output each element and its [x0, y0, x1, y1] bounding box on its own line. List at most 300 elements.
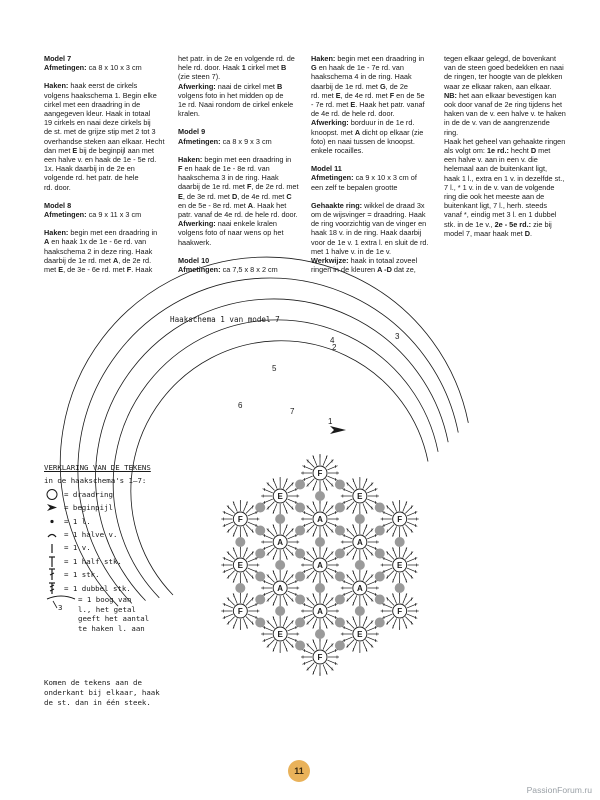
text: A [354, 127, 361, 137]
join-dot [315, 537, 325, 547]
motif-letter: A [277, 538, 284, 548]
text: . [530, 228, 533, 238]
stitch [382, 614, 392, 618]
text: een halve v. aan in een v. die [444, 155, 538, 165]
legend-text: = 1 v. [64, 543, 91, 553]
text: , de 2e rd. [118, 255, 152, 265]
text: de 4e rd. de hele rd. door. [311, 109, 395, 119]
text: daarbij de 1e rd. met [178, 182, 247, 192]
text: D [530, 146, 537, 156]
text: G [379, 81, 386, 91]
join-dot [295, 526, 305, 536]
stitch [327, 466, 337, 470]
join-dot [335, 617, 345, 627]
text: . Haak het patr. vanaf [355, 100, 425, 110]
join-dot [375, 503, 385, 513]
join-dot [255, 549, 265, 559]
legend-text: = 1 stk. [64, 570, 100, 580]
stitch [327, 476, 337, 480]
stitch [302, 558, 312, 562]
text: de ring voorzichtig van de vinger en [311, 219, 427, 229]
stitch [342, 545, 352, 549]
stitch [367, 581, 377, 585]
text: 7 l., * 1 v. in de v. van de volgende [444, 182, 555, 192]
legend-item [44, 582, 172, 595]
text: volgens haakschema 1. Begin elke [44, 90, 157, 100]
diagram-title: Haakschema 1 van model 7 [170, 315, 280, 324]
text: buitenkant ligt, 7 l., herh. steeds [444, 201, 548, 211]
stitch [223, 568, 233, 572]
stitch [288, 535, 298, 539]
stitch [302, 650, 312, 654]
text: 1 [241, 63, 246, 73]
legend-item [44, 528, 172, 541]
stitch [302, 614, 312, 618]
stitch [263, 627, 273, 631]
motif-letter: F [237, 607, 243, 616]
text: , de 2e rd. met [251, 182, 299, 192]
stitch [367, 489, 377, 493]
stitch [407, 522, 417, 526]
join-dot [255, 526, 265, 536]
stitch [248, 568, 258, 572]
stitch [302, 660, 312, 664]
text: begin met een draadring in [335, 54, 425, 63]
label: Afwerking: [311, 118, 349, 128]
stitch [288, 637, 298, 641]
text: hecht [508, 146, 531, 156]
text: F [178, 164, 183, 174]
motif-letter: F [317, 469, 323, 479]
stitch [367, 637, 377, 641]
join-dot [295, 594, 305, 604]
join-dot [315, 583, 325, 593]
text: het aan elkaar bevestigen kan [456, 90, 557, 100]
text: zie bij [531, 219, 552, 229]
text: . Haak het [253, 200, 287, 210]
join-dot [295, 640, 305, 650]
legend-heading: VERKLARING VAN DE TEKENS [44, 463, 151, 472]
stitch [263, 545, 273, 549]
stitch [367, 545, 377, 549]
stitch [302, 476, 312, 480]
text: haak 18 v. in de ring. Haak daarbij [311, 228, 422, 238]
text: dicht op elkaar (zie [360, 127, 424, 137]
text: B [281, 63, 287, 73]
text: de ringen, ter hoogte van de plekken [444, 72, 563, 82]
text: vanaf *, eindig met 3 l. en 1 dubbel [444, 210, 557, 220]
stitch [342, 489, 352, 493]
text: overhandse steken aan elkaar. Hecht [44, 136, 165, 146]
stitch [382, 558, 392, 562]
stitch [248, 512, 258, 516]
legend-text: geeft het aantal [78, 614, 150, 624]
arc-icon [44, 595, 78, 615]
join-dot [335, 503, 345, 513]
join-dot [275, 560, 285, 570]
stitch [263, 499, 273, 503]
text: de st. met de grijze stip met 2 tot 3 [44, 127, 156, 137]
text: en de 5e [394, 90, 425, 100]
stitch [302, 522, 312, 526]
motif-letter: F [237, 515, 243, 525]
legend-item [44, 568, 172, 581]
text: hele rd. door. Haak [178, 63, 242, 73]
text: volgens foto of naar wens op het [178, 228, 284, 238]
slip-stitch-icon [44, 528, 64, 541]
stitch [342, 499, 352, 503]
stitch [302, 568, 312, 572]
stitch [367, 535, 377, 539]
join-dot [315, 491, 325, 501]
text: C [286, 191, 292, 201]
legend-note [44, 678, 176, 709]
join-dot [375, 594, 385, 604]
text: rd. met [311, 90, 336, 100]
motif-letter: E [397, 560, 403, 570]
text: F [246, 182, 252, 192]
text: E [58, 265, 64, 275]
join-dot [355, 560, 365, 570]
stitch [327, 660, 337, 664]
text: ook door vanaf de 2e ring tijdens het [444, 100, 563, 110]
label: Haken: [44, 228, 69, 238]
text: B [276, 81, 283, 91]
join-dot [255, 617, 265, 627]
stitch [367, 591, 377, 595]
join-dot [355, 514, 365, 524]
stitch [248, 558, 258, 562]
label: NB: [444, 90, 457, 100]
stitch [263, 581, 273, 585]
arrow-icon [44, 501, 64, 514]
stitch [223, 558, 233, 562]
text: bij de beginpijl aan met [77, 145, 154, 155]
model-8-title: Model 8 [44, 200, 72, 210]
stitch [342, 637, 352, 641]
text: knoopst. met [311, 127, 355, 137]
value: ca 7,5 x 8 x 2 cm [220, 265, 278, 275]
text: rd. door. [44, 182, 71, 192]
legend-text: = 1 halve v. [64, 530, 118, 540]
motif-letter: E [277, 629, 283, 639]
legend-text: = 1 l. [64, 516, 91, 526]
label: Afwerking: [178, 219, 216, 229]
text: haak eerst de cirkels [68, 81, 138, 91]
text: stk. in de 1e v., [444, 219, 495, 229]
label: Haken: [311, 54, 336, 63]
text: om de wijsvinger = draadring. Haak [311, 210, 426, 220]
text: 1e rd.: [487, 146, 509, 156]
stitch [302, 604, 312, 608]
single-crochet-icon [44, 542, 64, 555]
stitch [302, 466, 312, 470]
text: A [112, 255, 119, 265]
text: een halve v. en haak de 1e - 5e rd. [44, 155, 157, 165]
label: Afmetingen: [44, 63, 87, 73]
text: als volgt om: [444, 146, 487, 156]
join-dot [295, 503, 305, 513]
text: E [178, 191, 183, 201]
text: Haak het geheel van gehaakte ringen [444, 136, 566, 146]
stitch [263, 591, 273, 595]
stitch [407, 558, 417, 562]
motif-letter: A [356, 538, 363, 547]
legend-item [44, 515, 172, 528]
join-dot [335, 549, 345, 559]
text: het patr. in de 2e en volgende rd. de [178, 54, 295, 63]
stitch [288, 499, 298, 503]
model-11-title: Model 11 [311, 164, 342, 174]
text: met [44, 265, 59, 275]
round-label: 1 [328, 417, 333, 426]
legend-item [44, 488, 172, 501]
text: A -D [377, 265, 392, 275]
join-dot [335, 640, 345, 650]
text: in de de v. van de aangrenzende [444, 118, 550, 128]
text: A [44, 237, 50, 247]
stitch [288, 545, 298, 549]
text: patr. vanaf de 4e rd. de hele rd. door. [178, 210, 298, 220]
stitch [382, 568, 392, 572]
text: volgens foto in het midden op de [178, 90, 284, 100]
motif-letter: F [397, 606, 403, 616]
label: Afwerking: [178, 81, 216, 91]
legend-text: = 1 boog van [78, 595, 132, 605]
join-dot [235, 537, 245, 547]
join-dot [295, 617, 305, 627]
begin-arrow-icon [330, 426, 346, 434]
half-double-icon [44, 555, 64, 568]
model-7-title: Model 7 [44, 54, 72, 63]
stitch [367, 627, 377, 631]
text: en de 5e - 8e rd. met [178, 200, 248, 210]
text: E [72, 145, 78, 155]
label: Gehaakte ring: [311, 200, 363, 210]
text: naai enkele kralen [215, 219, 277, 229]
arc-number: 3 [58, 603, 63, 613]
text: waar ze elkaar raken, aan elkaar. [444, 81, 552, 91]
stitch [407, 512, 417, 516]
round-label: 5 [272, 364, 277, 373]
value: ca 8 x 10 x 3 cm [86, 63, 142, 73]
text: A [247, 200, 254, 210]
join-dot [295, 572, 305, 582]
label: Afmetingen: [178, 136, 221, 146]
text: met 1 halve v. in de 1e v. [311, 246, 392, 256]
text: E [335, 90, 341, 100]
text: met [536, 146, 551, 156]
text: daarbij de 1e rd. met [44, 255, 113, 265]
legend-text: = 1 dubbel stk. [64, 583, 131, 593]
text: kralen. [178, 109, 200, 119]
motif-letter: E [357, 629, 363, 639]
text: en haak de 1e - 8e rd. van [182, 164, 270, 174]
label: Haken: [178, 154, 203, 164]
page-number: 11 [288, 760, 310, 782]
text: , de 3e - 6e rd. met [63, 265, 127, 275]
join-dot [255, 595, 265, 605]
text: dat ze, [391, 265, 416, 275]
legend-text: = beginpijl [64, 503, 113, 513]
text: G [311, 63, 317, 73]
stitch [248, 522, 258, 526]
stitch [223, 512, 233, 516]
text: model 7, maar haak met [444, 228, 525, 238]
stitch [223, 522, 233, 526]
stitch [288, 591, 298, 595]
legend-text: te haken l. aan [78, 623, 145, 633]
motif-letter: A [317, 515, 323, 525]
stitch [248, 604, 258, 608]
text: wikkel de draad 3x [362, 200, 425, 210]
text: haakschema 4 in de ring. Haak [311, 72, 412, 82]
join-dot [335, 480, 345, 490]
stitch [288, 489, 298, 493]
value: ca 9 x 11 x 3 cm [86, 210, 142, 220]
text: haken van de v. een halve v. te haken [444, 109, 566, 119]
text: borduur in de 1e rd. [348, 118, 415, 128]
double-crochet-icon [44, 568, 64, 581]
text: voor de 1e v. 1 extra l. en sluit de rd. [311, 237, 429, 247]
stitch [302, 512, 312, 516]
text: haak 1 l., extra en 1 v. in dezelfde st., [444, 173, 565, 183]
stitch [263, 637, 273, 641]
text: F [389, 90, 395, 100]
round-label: 4 [330, 336, 335, 345]
join-dot [295, 549, 305, 559]
stitch [263, 489, 273, 493]
text: aangegeven kleur. Haak in totaal [44, 109, 151, 119]
stitch [327, 614, 337, 618]
join-dot [335, 526, 345, 536]
watermark-site: PassionForum.ru [526, 785, 592, 795]
legend-item [44, 541, 172, 554]
text: begin met een draadring in [202, 154, 292, 164]
note-line: de st. dan in één steek. [44, 698, 151, 708]
text: (zie steen 7). [178, 72, 221, 82]
model-10-title: Model 10 [178, 255, 210, 265]
stitch [327, 512, 337, 516]
treble-crochet-icon [44, 582, 64, 595]
text: volgende rd. het patr. de hele [44, 173, 139, 183]
text: , de 3e rd. met [182, 191, 232, 201]
text: ringen in de kleuren [311, 265, 378, 275]
text: 1x. Haak daarbij in de 2e en [44, 164, 135, 174]
legend-arc-item [44, 595, 172, 633]
stitch [288, 627, 298, 631]
stitch [327, 650, 337, 654]
text: foto) en naai tussen de knoopst. [311, 136, 415, 146]
join-dot [295, 480, 305, 490]
text: enkele rocailles. [311, 146, 364, 156]
motif-letter: F [397, 515, 403, 524]
stitch [407, 614, 417, 618]
join-dot [395, 583, 405, 593]
join-dot [255, 503, 265, 513]
join-dot [255, 572, 265, 582]
text: haakwerk. [178, 237, 212, 247]
join-dot [335, 594, 345, 604]
label: Haken: [44, 81, 69, 91]
text: cirkel met een draadring in de [44, 99, 141, 109]
stitch [327, 522, 337, 526]
label: Afmetingen: [44, 210, 87, 220]
ring-icon [44, 488, 64, 501]
text: een zelf te bepalen grootte [311, 182, 398, 192]
text: naai de cirkel met [215, 81, 277, 91]
motif-letter: E [277, 492, 283, 502]
stitch [382, 604, 392, 608]
text: haak in totaal zoveel [348, 256, 418, 266]
stitch [382, 522, 392, 526]
text: . Haak [131, 265, 153, 275]
stitch [382, 512, 392, 516]
stitch [288, 581, 298, 585]
stitch [342, 591, 352, 595]
stitch [223, 614, 233, 618]
label: Afmetingen: [311, 173, 354, 183]
note-line: Komen de tekens aan de [44, 678, 142, 687]
text: F [126, 265, 132, 275]
text: van de steen goed bedekken en naai [444, 63, 564, 73]
stitch [407, 568, 417, 572]
text: haakschema 2 in deze ring. Haak [44, 246, 153, 256]
label: Afmetingen: [178, 265, 221, 275]
stitch [327, 568, 337, 572]
motif-letter: E [357, 492, 363, 502]
stitch [327, 558, 337, 562]
text: helemaal aan de buitenkant ligt, [444, 164, 548, 174]
label: Werkwijze: [311, 256, 349, 266]
stitch [342, 535, 352, 539]
legend-text: = draadring [64, 489, 113, 499]
chain-icon [44, 515, 64, 528]
join-dot [275, 514, 285, 524]
join-dot [375, 617, 385, 627]
stitch [342, 581, 352, 585]
text: en haak 1x de 1e - 6e rd. van [49, 237, 147, 247]
legend-text: = 1 half stk. [64, 556, 122, 566]
join-dot [375, 571, 385, 581]
text: ring. [444, 127, 459, 137]
join-dot [375, 548, 385, 558]
text: , de 4e rd. met [237, 191, 287, 201]
stitch [407, 604, 417, 608]
join-dot [335, 571, 345, 581]
join-dot [355, 606, 365, 616]
value: ca 9 x 10 x 3 cm of [353, 173, 417, 183]
stitch [327, 604, 337, 608]
stitch [342, 627, 352, 631]
text: - 7e rd. met [311, 100, 351, 110]
text: begin met een draadring in [68, 228, 158, 238]
join-dot [275, 606, 285, 616]
text: ring die ook het meeste aan de [444, 192, 545, 202]
round-label: 6 [238, 401, 243, 410]
round-label: 7 [290, 407, 295, 416]
stitch [263, 535, 273, 539]
text: , de 4e rd. met [340, 90, 390, 100]
join-dot [375, 526, 385, 536]
motif-letter: A [317, 606, 323, 616]
motif-letter: A [277, 584, 284, 593]
motif-letter: E [237, 561, 243, 571]
value: ca 8 x 9 x 3 cm [220, 136, 272, 146]
stitch [223, 604, 233, 608]
text: 2e - 5e rd.: [494, 219, 532, 229]
stitch [367, 499, 377, 503]
